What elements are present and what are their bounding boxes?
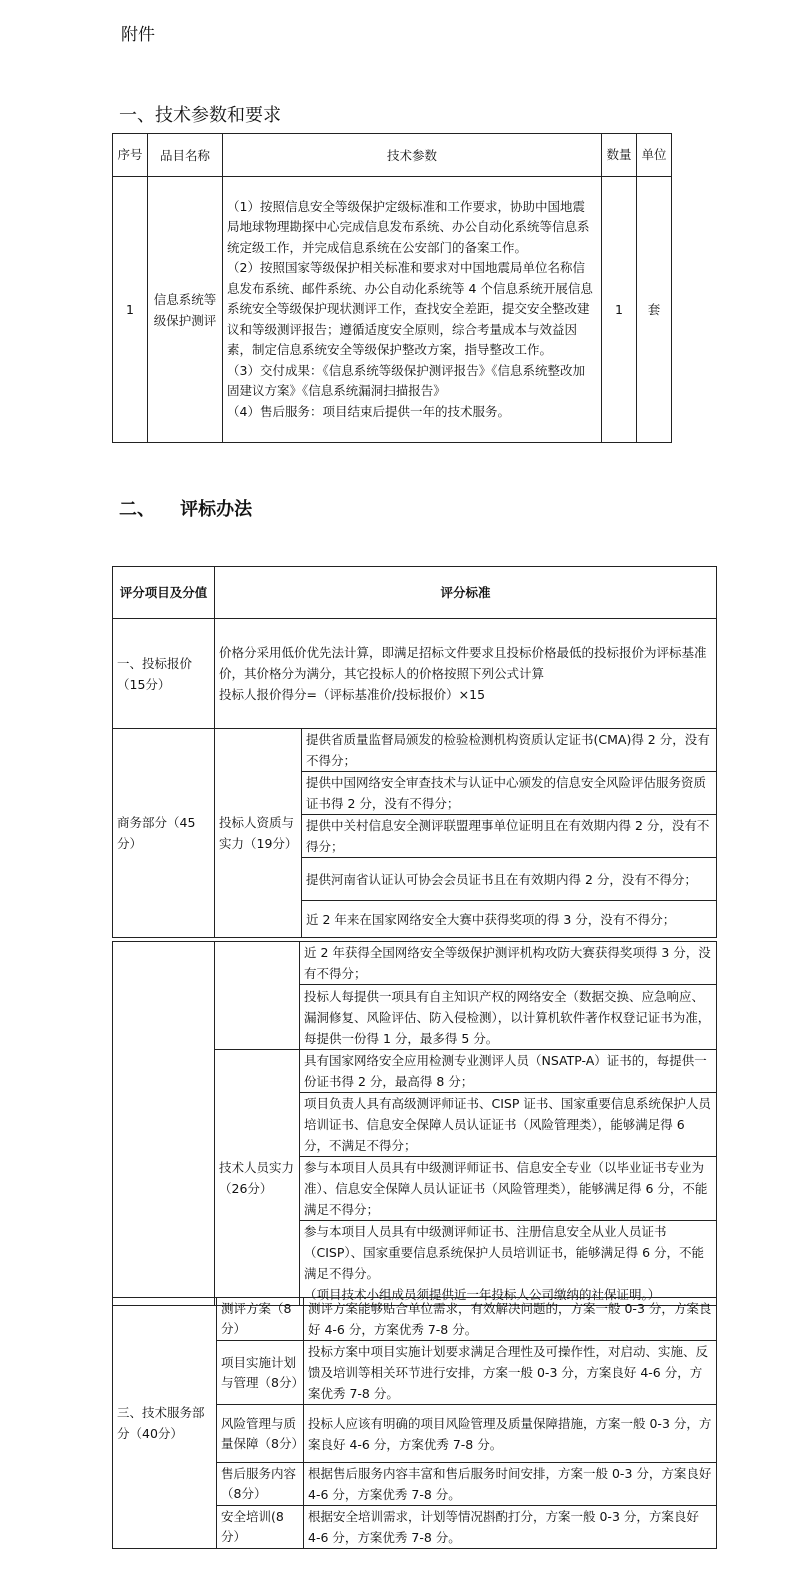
tech-params-table xyxy=(112,133,672,443)
param-line: （3）交付成果：《信息系统等级保护测评报告》《信息系统整改加固建议方案》《信息系统漏洞扫描报告》 xyxy=(227,362,585,399)
price-formula: 投标人报价得分=（评标基准价/投标报价）×15 xyxy=(219,687,486,702)
technical-item-text: 测评方案能够贴合单位需求，有效解决问题的，方案一般 0-3 分，方案良好 4-6 分，方案优秀 7-8 分。 xyxy=(304,1298,717,1341)
header-params: 技术参数 xyxy=(223,134,602,177)
section1-title: 一、技术参数和要求 xyxy=(119,105,281,126)
param-line: （4）售后服务：项目结束后提供一年的技术服务。 xyxy=(227,403,510,419)
row-unit: 套 xyxy=(637,177,672,443)
price-line: 价格分采用低价优先法计算，即满足招标文件要求且投标价格最低的投标报价为评标基准价，其价格分为满分，其它投标人的价格按照下列公式计算 xyxy=(219,645,707,681)
technical-item-name: 测评方案（8分） xyxy=(217,1298,304,1341)
header-scoring-item: 评分项目及分值 xyxy=(113,567,215,619)
scoring-table-part2 xyxy=(112,941,717,1306)
section2-title: 二、 评标办法 xyxy=(119,499,253,520)
staff-item: 参与本项目人员具有中级测评师证书、信息安全专业（以毕业证书专业为准）、信息安全保障人员认证证书（风险管理类），能够满足得 6 分，不能满足不得分； xyxy=(300,1157,717,1221)
attachment-label: 附件 xyxy=(121,25,155,45)
row-qty: 1 xyxy=(602,177,637,443)
param-line: （1）按照信息安全等级保护定级标准和工作要求，协助中国地震局地球物理勘探中心完成信息发布系统、办公自动化系统等信息系统定级工作，并完成信息系统在公安部门的备案工作。 xyxy=(227,198,590,255)
blank-cell xyxy=(215,942,300,1050)
technical-item-name: 项目实施计划与管理（8分） xyxy=(217,1341,304,1405)
business-label: 商务部分（45分） xyxy=(113,729,215,938)
technical-item-text: 根据安全培训需求，计划等情况斟酌打分，方案一般 0-3 分，方案良好 4-6 分，方案优秀 7-8 分。 xyxy=(304,1506,717,1549)
staff-item: 具有国家网络安全应用检测专业测评人员（NSATP-A）证书的，每提供一份证书得 2 分，最高得 8 分； xyxy=(300,1050,717,1093)
scoring-table-part3 xyxy=(112,1297,717,1549)
row-seq: 1 xyxy=(113,177,148,443)
technical-item-text: 投标人应该有明确的项目风险管理及质量保障措施，方案一般 0-3 分，方案良好 4-6 分，方案优秀 7-8 分。 xyxy=(304,1405,717,1463)
blank-cell xyxy=(113,942,215,1306)
technical-item-name: 售后服务内容（8分） xyxy=(217,1463,304,1506)
scoring-table-part1 xyxy=(112,566,717,938)
staff-item: 项目负责人具有高级测评师证书、CISP 证书、国家重要信息系统保护人员培训证书、信息安全保障人员认证证书（风险管理类），能够满足得 6 分，不满足不得分； xyxy=(300,1093,717,1157)
staff-item xyxy=(300,1221,717,1306)
header-seq: 序号 xyxy=(113,134,148,177)
staff-item-note: （项目技术小组成员须提供近一年投标人公司缴纳的社保证明。） xyxy=(304,1287,661,1302)
header-unit: 单位 xyxy=(637,134,672,177)
business2-item: 近 2 年获得全国网络安全等级保护测评机构攻防大赛获得奖项得 3 分，没有不得分； xyxy=(300,942,717,985)
business2-item: 投标人每提供一项具有自主知识产权的网络安全（数据交换、应急响应、漏洞修复、风险评估、防入侵检测），以计算机软件著作权登记证书为准，每提供一份得 1 分，最多得 5 分。 xyxy=(300,985,717,1050)
technical-item-text: 投标方案中项目实施计划要求满足合理性及可操作性，对启动、实施、反馈及培训等相关环节进行安排，方案一般 0-3 分，方案良好 4-6 分，方案优秀 7-8 分。 xyxy=(304,1341,717,1405)
business-item: 提供省质量监督局颁发的检验检测机构资质认定证书(CMA)得 2 分，没有不得分； xyxy=(302,729,717,772)
business-item: 提供中国网络安全审查技术与认证中心颁发的信息安全风险评估服务资质证书得 2 分，没有不得分； xyxy=(302,772,717,815)
row-params xyxy=(223,177,602,443)
business-item: 近 2 年来在国家网络安全大赛中获得奖项的得 3 分，没有不得分； xyxy=(302,901,717,938)
technical-item-name: 风险管理与质量保障（8分） xyxy=(217,1405,304,1463)
technical-item-text: 根据售后服务内容丰富和售后服务时间安排，方案一般 0-3 分，方案良好 4-6 分，方案优秀 7-8 分。 xyxy=(304,1463,717,1506)
param-line: （2）按照国家等级保护相关标准和要求对中国地震局单位名称信息发布系统、邮件系统、办公自动化系统等 4 个信息系统开展信息系统安全等级保护现状测评工作，查找安全差距，提交安全整改建议和等级测评报告；遵循适度安全原则，综合考量成本与效益因素，制定信息系统安全等级保护整改方案，指导整改工作。 xyxy=(227,260,593,358)
row-item: 信息系统等级保护测评 xyxy=(148,177,223,443)
qualification-label: 投标人资质与实力（19分） xyxy=(215,729,302,938)
staff-item-text: 参与本项目人员具有中级测评师证书、注册信息安全从业人员证书（CISP）、国家重要信息系统保护人员培训证书，能够满足得 6 分，不能满足不得分。 xyxy=(304,1224,705,1281)
header-scoring-standard: 评分标准 xyxy=(215,567,717,619)
technical-item-name: 安全培训(8分） xyxy=(217,1506,304,1549)
price-label: 一、投标报价（15分） xyxy=(113,619,215,729)
price-standard xyxy=(215,619,717,729)
header-item: 品目名称 xyxy=(148,134,223,177)
technical-label: 三、技术服务部分（40分） xyxy=(113,1298,217,1549)
header-qty: 数量 xyxy=(602,134,637,177)
staff-label: 技术人员实力（26分） xyxy=(215,1050,300,1306)
business-item: 提供河南省认证认可协会会员证书且在有效期内得 2 分，没有不得分； xyxy=(302,858,717,901)
business-item: 提供中关村信息安全测评联盟理事单位证明且在有效期内得 2 分，没有不得分； xyxy=(302,815,717,858)
